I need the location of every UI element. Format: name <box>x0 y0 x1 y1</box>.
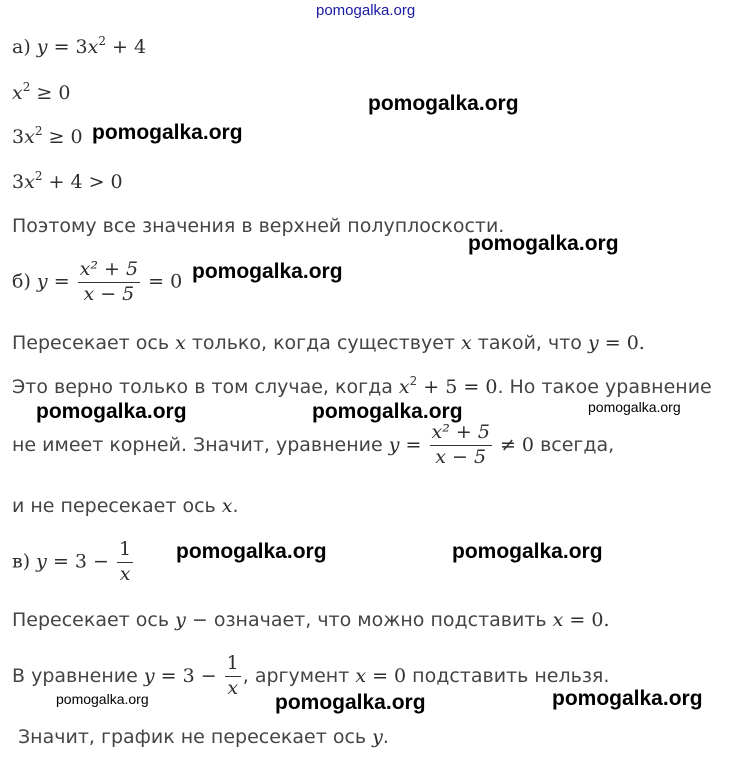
text: . <box>382 726 389 748</box>
text: Пересекает ось <box>12 609 176 631</box>
var-y: y <box>36 550 47 573</box>
coef: 3 <box>12 126 25 148</box>
tail: ≥ 0 <box>48 126 83 148</box>
part-a-equation <box>12 34 147 58</box>
part-c-label: в) <box>12 550 31 573</box>
inequality-3x-squared-plus-4 <box>12 169 123 193</box>
exponent: 2 <box>34 169 43 183</box>
fraction-denominator: x − 5 <box>83 282 135 305</box>
var-y: y <box>143 664 155 687</box>
tail: ≠ 0 <box>499 433 535 456</box>
var-y: y <box>587 332 599 354</box>
equals-three-minus: = 3 − <box>52 550 109 573</box>
tail: + 4 > 0 <box>48 171 123 193</box>
exponent: 2 <box>98 34 106 48</box>
text: В уравнение <box>12 664 144 687</box>
var-x: x <box>175 332 186 354</box>
statement-b3 <box>12 421 614 470</box>
text: всегда, <box>534 433 615 456</box>
statement-b1 <box>12 334 645 353</box>
watermark: pomogalka.org <box>92 121 243 144</box>
statement-b2 <box>12 374 712 398</box>
equals-three-minus: = 3 − <box>154 664 217 687</box>
watermark: pomogalka.org <box>192 260 343 283</box>
watermark: pomogalka.org <box>36 400 187 423</box>
watermark: pomogalka.org <box>176 540 327 563</box>
fraction <box>117 538 133 587</box>
watermark: pomogalka.org <box>468 232 619 255</box>
var-x: x <box>87 36 99 58</box>
part-b-label: б) <box>12 270 31 293</box>
var-x: x <box>24 171 35 193</box>
tail: = 0. <box>563 609 610 631</box>
tail: ≥ 0 <box>36 82 71 104</box>
watermark: pomogalka.org <box>588 399 681 415</box>
text: . <box>232 495 239 517</box>
exponent: 2 <box>409 374 418 388</box>
fraction <box>78 258 140 307</box>
fraction <box>225 652 241 701</box>
text: и не пересекает ось <box>12 495 222 517</box>
fraction-numerator: x² + 5 <box>431 421 490 443</box>
text: такой, что <box>471 332 588 354</box>
text: − означает, что можно подставить <box>185 609 553 631</box>
text: не имеет корней. Значит, уравнение <box>12 433 389 456</box>
text: Значит, график не пересекает ось <box>18 726 373 748</box>
part-a-label: а) <box>12 36 31 58</box>
equals: = <box>399 433 422 456</box>
fraction-numerator: 1 <box>119 538 132 560</box>
site-header-link[interactable]: pomogalka.org <box>316 2 416 19</box>
text: Пересекает ось <box>12 332 176 354</box>
fraction-denominator: x <box>227 676 239 699</box>
tail: = 0 <box>148 270 183 293</box>
watermark: pomogalka.org <box>56 691 149 707</box>
text: подставить нельзя. <box>406 664 610 687</box>
var-x: x <box>12 82 23 104</box>
fraction-denominator: x <box>119 562 131 585</box>
text: Это верно только в том случае, когда <box>12 376 399 398</box>
exponent: 2 <box>22 80 31 94</box>
var-y: y <box>36 36 48 58</box>
watermark: pomogalka.org <box>368 92 519 115</box>
var-x: x <box>398 376 410 398</box>
coef: 3 <box>12 171 25 193</box>
conclusion-c <box>18 728 389 747</box>
expr: = 0 <box>366 664 407 687</box>
inequality-3x-squared <box>12 124 83 148</box>
var-y: y <box>372 726 383 748</box>
part-b-equation <box>12 258 182 307</box>
var-y: y <box>175 609 186 631</box>
tail: + 4 <box>112 36 147 58</box>
var-x: x <box>24 126 35 148</box>
part-c-equation <box>12 538 135 587</box>
watermark: pomogalka.org <box>452 540 603 563</box>
exponent: 2 <box>34 124 43 138</box>
var-y: y <box>388 433 400 456</box>
text: . Но такое уравнение <box>497 376 712 398</box>
text: , аргумент <box>242 664 356 687</box>
fraction-numerator: 1 <box>226 652 239 674</box>
text: только, когда существует <box>185 332 461 354</box>
expr: + 5 = 0 <box>417 376 498 398</box>
equals: = <box>53 270 70 293</box>
tail: = 0. <box>598 332 645 354</box>
inequality-x-squared <box>12 80 71 104</box>
var-x: x <box>461 332 472 354</box>
fraction-numerator: x² + 5 <box>79 258 139 280</box>
fraction <box>430 421 492 470</box>
statement-c1 <box>12 611 610 630</box>
statement-b4 <box>12 497 239 516</box>
equals-three: = 3 <box>53 36 88 58</box>
var-x: x <box>355 664 367 687</box>
var-y: y <box>36 270 48 293</box>
conclusion-a: Поэтому все значения в верхней полуплоскости. <box>12 215 505 237</box>
var-x: x <box>552 609 564 631</box>
fraction-denominator: x − 5 <box>435 445 487 468</box>
watermark: pomogalka.org <box>275 691 426 714</box>
watermark: pomogalka.org <box>312 400 463 423</box>
var-x: x <box>221 495 233 517</box>
watermark: pomogalka.org <box>552 687 703 710</box>
